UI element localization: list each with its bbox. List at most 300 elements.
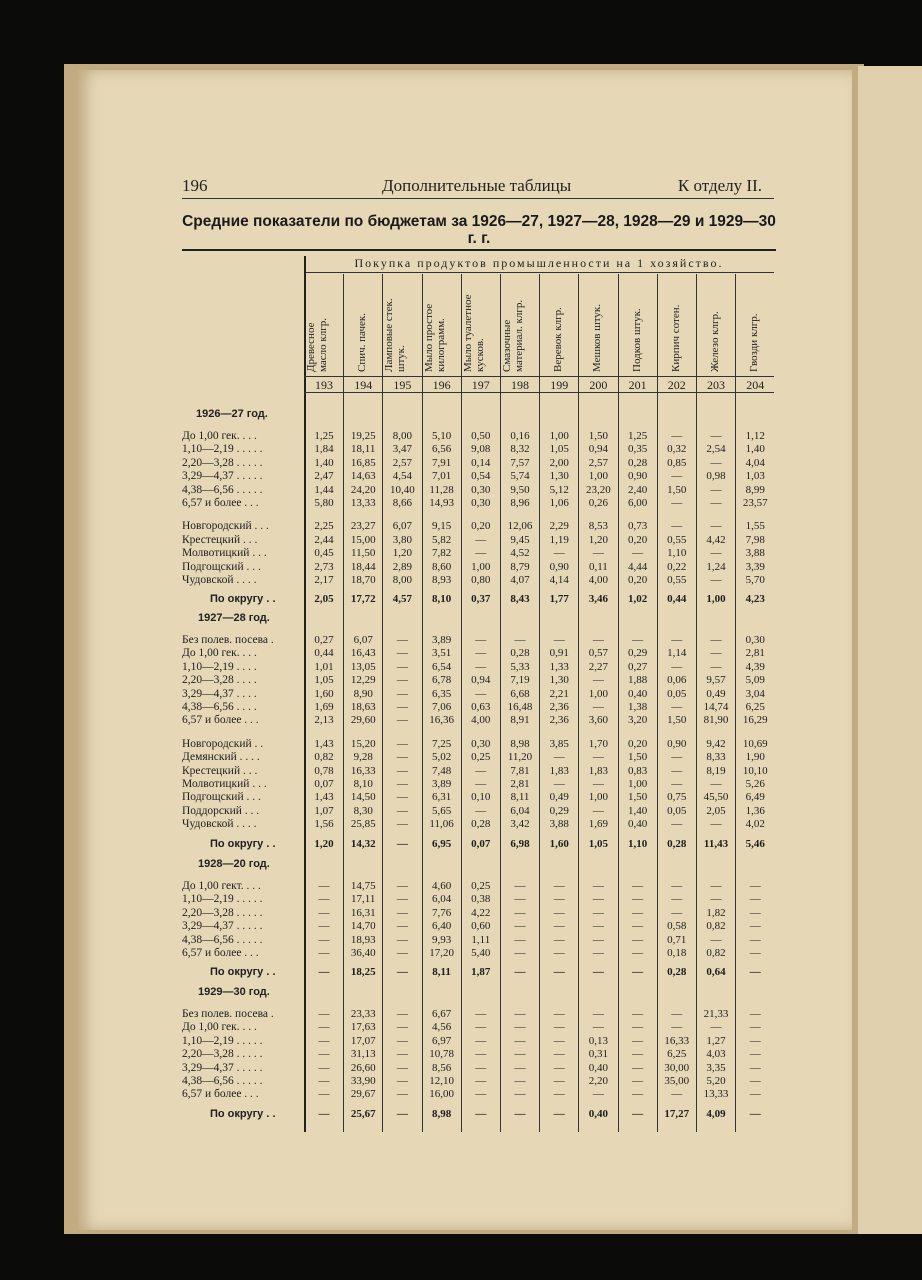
table-cell: — bbox=[396, 1061, 408, 1074]
table-cell: 0,45 bbox=[314, 547, 334, 560]
row-label: 3,29—4,37 . . . . . bbox=[182, 470, 263, 483]
table-cell: — bbox=[671, 701, 683, 713]
table-cell: — bbox=[710, 520, 722, 533]
table-cell: 17,20 bbox=[429, 947, 454, 959]
table-cell: — bbox=[318, 1008, 330, 1020]
total-cell: 17,72 bbox=[350, 593, 376, 606]
table-cell: 0,30 bbox=[745, 634, 765, 646]
table-cell: 1,43 bbox=[314, 791, 334, 804]
table-cell: 0,57 bbox=[588, 647, 609, 660]
table-cell: 4,56 bbox=[431, 1021, 452, 1034]
table-cell: — bbox=[396, 906, 408, 919]
table-cell: 0,85 bbox=[667, 456, 687, 469]
table-cell: 7,91 bbox=[431, 456, 452, 469]
column-header-label: Мешков штук. bbox=[591, 304, 604, 372]
table-cell: 4,03 bbox=[706, 1048, 726, 1061]
row-label: 1,10—2,19 . . . . . bbox=[182, 1034, 263, 1047]
total-cell: 0,40 bbox=[588, 1107, 609, 1120]
row-label: 6,57 и более . . . bbox=[182, 1088, 259, 1101]
table-cell: 6,78 bbox=[431, 674, 452, 687]
table-cell: 0,91 bbox=[549, 647, 569, 660]
table-cell: 8,90 bbox=[353, 687, 373, 700]
table-cell: — bbox=[514, 1088, 526, 1101]
table-cell: 2,00 bbox=[549, 456, 569, 469]
table-cell: 9,50 bbox=[510, 483, 530, 496]
table-cell: 8,66 bbox=[392, 497, 413, 509]
table-cell: — bbox=[632, 1034, 644, 1047]
table-cell: 12,29 bbox=[350, 674, 376, 687]
table-cell: — bbox=[671, 1021, 683, 1034]
table-cell: 0,30 bbox=[471, 497, 491, 509]
table-cell: 2,54 bbox=[706, 443, 726, 456]
table-cell: 2,29 bbox=[549, 520, 569, 533]
table-cell: 0,80 bbox=[471, 574, 491, 586]
table-cell: 1,50 bbox=[588, 430, 609, 442]
table-cell: 18,93 bbox=[350, 933, 376, 946]
table-cell: 9,93 bbox=[431, 933, 452, 946]
table-cell: 7,81 bbox=[510, 764, 530, 777]
table-cell: 0,29 bbox=[549, 804, 569, 817]
table-cell: 5,80 bbox=[314, 497, 334, 509]
table-cell: 24,20 bbox=[350, 483, 376, 496]
table-cell: — bbox=[553, 1075, 565, 1087]
table-cell: 6,97 bbox=[431, 1034, 452, 1047]
table-cell: 3,39 bbox=[745, 560, 765, 573]
table-cell: 3,89 bbox=[431, 778, 452, 790]
column-header bbox=[539, 278, 577, 374]
table-cell: 0,26 bbox=[588, 497, 609, 509]
table-cell: 0,20 bbox=[627, 737, 648, 750]
table-cell: 25,85 bbox=[350, 818, 376, 831]
table-cell: 2,17 bbox=[314, 574, 334, 586]
total-cell: 11,43 bbox=[703, 837, 729, 850]
table-cell: 8,98 bbox=[510, 737, 530, 750]
table-cell: 81,90 bbox=[703, 714, 729, 727]
table-cell: 1,88 bbox=[627, 674, 648, 687]
table-cell: 2,13 bbox=[314, 714, 334, 727]
table-cell: 0,82 bbox=[706, 920, 726, 933]
table-cell: 0,55 bbox=[667, 574, 687, 586]
table-cell: 1,83 bbox=[588, 764, 609, 777]
table-cell: 0,27 bbox=[314, 634, 334, 646]
table-cell: 1,10 bbox=[667, 547, 687, 560]
column-number: 194 bbox=[354, 378, 373, 392]
table-cell: — bbox=[592, 804, 604, 817]
table-cell: — bbox=[553, 634, 565, 646]
table-cell: 0,71 bbox=[667, 933, 687, 946]
row-label: 2,20—3,28 . . . . . bbox=[182, 906, 263, 919]
total-cell: 1,87 bbox=[471, 966, 491, 979]
table-cell: 3,60 bbox=[588, 714, 609, 727]
table-cell: — bbox=[592, 906, 604, 919]
table-cell: — bbox=[710, 647, 722, 660]
row-label: Подгощский . . . bbox=[182, 560, 261, 573]
row-label: Без полев. посева . bbox=[182, 1008, 274, 1020]
table-cell: 16,29 bbox=[742, 714, 768, 727]
table-cell: 10,78 bbox=[429, 1048, 454, 1061]
table-cell: 3,42 bbox=[510, 818, 530, 831]
table-cell: — bbox=[396, 804, 408, 817]
total-cell: — bbox=[396, 1107, 408, 1120]
column-number: 201 bbox=[628, 378, 647, 392]
table-cell: 23,27 bbox=[350, 520, 376, 533]
table-cell: — bbox=[553, 1034, 565, 1047]
table-cell: 1,50 bbox=[627, 751, 648, 764]
table-cell: 0,49 bbox=[549, 791, 569, 804]
column-number: 202 bbox=[667, 378, 686, 392]
table-cell: 9,45 bbox=[510, 533, 530, 546]
table-cell: 9,42 bbox=[706, 737, 726, 750]
total-cell: 8,98 bbox=[431, 1107, 452, 1120]
table-cell: 1,12 bbox=[745, 430, 765, 442]
column-header bbox=[696, 278, 734, 374]
table-cell: 0,11 bbox=[588, 560, 608, 573]
table-cell: 1,05 bbox=[314, 674, 334, 687]
table-cell: 11,06 bbox=[429, 818, 454, 831]
table-cell: 1,50 bbox=[627, 791, 648, 804]
column-number-rule bbox=[304, 376, 774, 377]
table-cell: 14,70 bbox=[350, 920, 376, 933]
table-cell: 35,00 bbox=[664, 1075, 690, 1087]
table-cell: 0,13 bbox=[588, 1034, 609, 1047]
table-cell: 3,20 bbox=[627, 714, 648, 727]
table-cell: 0,94 bbox=[471, 674, 491, 687]
table-cell: — bbox=[475, 1088, 487, 1101]
table-cell: 6,04 bbox=[510, 804, 530, 817]
table-cell: — bbox=[710, 778, 722, 790]
table-cell: 8,53 bbox=[588, 520, 609, 533]
total-cell: — bbox=[396, 837, 408, 850]
table-cell: 1,84 bbox=[314, 443, 334, 456]
table-cell: — bbox=[396, 1034, 408, 1047]
table-cell: 31,13 bbox=[350, 1048, 376, 1061]
table-cell: 0,30 bbox=[471, 483, 491, 496]
table-cell: 33,90 bbox=[350, 1075, 376, 1087]
table-cell: 8,91 bbox=[510, 714, 530, 727]
table-cell: — bbox=[632, 634, 644, 646]
table-cell: — bbox=[553, 751, 565, 764]
table-cell: 9,28 bbox=[353, 751, 373, 764]
table-cell: 0,98 bbox=[706, 470, 726, 483]
table-cell: 1,33 bbox=[549, 660, 569, 673]
table-cell: 1,40 bbox=[627, 804, 648, 817]
table-cell: — bbox=[514, 1048, 526, 1061]
column-number: 200 bbox=[589, 378, 608, 392]
table-cell: — bbox=[710, 547, 722, 560]
table-cell: 2,47 bbox=[314, 470, 334, 483]
total-cell: 4,23 bbox=[745, 593, 765, 606]
table-cell: — bbox=[749, 920, 761, 933]
table-cell: 8,11 bbox=[510, 791, 530, 804]
table-cell: 6,07 bbox=[392, 520, 413, 533]
total-cell: 14,32 bbox=[350, 837, 376, 850]
table-cell: — bbox=[592, 880, 604, 892]
table-cell: — bbox=[710, 933, 722, 946]
table-cell: 0,18 bbox=[667, 947, 687, 959]
table-cell: — bbox=[632, 1075, 644, 1087]
table-cell: — bbox=[710, 456, 722, 469]
table-cell: 0,10 bbox=[471, 791, 491, 804]
district-total-label: По округу . . bbox=[210, 593, 276, 606]
table-cell: 4,04 bbox=[745, 456, 765, 469]
table-cell: — bbox=[710, 1021, 722, 1034]
row-label: Молвотицкий . . . bbox=[182, 778, 267, 790]
table-cell: 0,90 bbox=[627, 470, 648, 483]
table-cell: 11,50 bbox=[351, 547, 376, 560]
table-cell: 0,75 bbox=[667, 791, 687, 804]
table-cell: — bbox=[592, 634, 604, 646]
table-cell: — bbox=[396, 1075, 408, 1087]
table-cell: 3,88 bbox=[745, 547, 765, 560]
table-cell: — bbox=[671, 497, 683, 509]
table-cell: 7,98 bbox=[745, 533, 765, 546]
table-cell: 1,14 bbox=[667, 647, 687, 660]
column-header-label: Смазочные материал. клгр. bbox=[501, 299, 525, 372]
table-cell: 6,25 bbox=[745, 701, 765, 713]
table-cell: — bbox=[553, 778, 565, 790]
table-cell: 1,00 bbox=[588, 687, 609, 700]
table-cell: 6,35 bbox=[431, 687, 452, 700]
total-cell: 5,46 bbox=[745, 837, 765, 850]
table-cell: 0,83 bbox=[627, 764, 648, 777]
table-cell: 14,63 bbox=[350, 470, 376, 483]
table-cell: — bbox=[592, 893, 604, 906]
title-rule bbox=[182, 249, 776, 251]
table-cell: 1,25 bbox=[314, 430, 334, 442]
table-cell: 2,05 bbox=[706, 804, 726, 817]
table-cell: 16,31 bbox=[350, 906, 376, 919]
table-cell: 1,00 bbox=[588, 470, 609, 483]
table-cell: — bbox=[514, 893, 526, 906]
table-cell: 7,01 bbox=[431, 470, 452, 483]
table-cell: 17,11 bbox=[351, 893, 376, 906]
total-cell: — bbox=[749, 966, 761, 979]
table-cell: — bbox=[396, 701, 408, 713]
table-cell: 10,10 bbox=[742, 764, 768, 777]
table-cell: — bbox=[592, 701, 604, 713]
section-title: 1929—30 год. bbox=[198, 986, 270, 998]
table-cell: 5,12 bbox=[549, 483, 569, 496]
table-cell: 1,03 bbox=[745, 470, 765, 483]
table-cell: — bbox=[553, 906, 565, 919]
header-title: Дополнительные таблицы bbox=[382, 176, 572, 195]
total-cell: 0,28 bbox=[667, 837, 687, 850]
table-cell: 8,56 bbox=[431, 1061, 452, 1074]
table-cell: 5,02 bbox=[431, 751, 452, 764]
header-section: К отделу II. bbox=[677, 176, 762, 195]
table-cell: — bbox=[553, 880, 565, 892]
table-cell: — bbox=[749, 906, 761, 919]
table-cell: 1,27 bbox=[706, 1034, 726, 1047]
table-cell: 7,82 bbox=[431, 547, 452, 560]
table-cell: — bbox=[671, 764, 683, 777]
table-cell: 26,60 bbox=[350, 1061, 376, 1074]
table-cell: 9,15 bbox=[431, 520, 452, 533]
table-cell: — bbox=[710, 574, 722, 586]
total-cell: 1,02 bbox=[627, 593, 648, 606]
table-cell: 7,25 bbox=[431, 737, 452, 750]
page-number: 196 bbox=[182, 176, 208, 195]
table-cell: 4,07 bbox=[510, 574, 530, 586]
district-total-label: По округу . . bbox=[210, 966, 276, 979]
table-cell: 1,69 bbox=[314, 701, 334, 713]
table-cell: — bbox=[475, 804, 487, 817]
table-cell: 18,44 bbox=[350, 560, 376, 573]
table-cell: — bbox=[592, 1008, 604, 1020]
column-number: 195 bbox=[393, 378, 412, 392]
district-total-label: По округу . . bbox=[210, 1107, 276, 1120]
row-label: 3,29—4,37 . . . . . bbox=[182, 1061, 263, 1074]
table-cell: 36,40 bbox=[350, 947, 376, 959]
table-cell: — bbox=[318, 933, 330, 946]
table-cell: — bbox=[592, 1021, 604, 1034]
table-cell: 4,52 bbox=[510, 547, 530, 560]
running-header bbox=[182, 176, 772, 198]
table-cell: 16,00 bbox=[429, 1088, 454, 1101]
table-cell: — bbox=[396, 920, 408, 933]
total-cell: 8,10 bbox=[431, 593, 452, 606]
table-cell: 1,25 bbox=[627, 430, 648, 442]
total-cell: 1,10 bbox=[627, 837, 648, 850]
table-cell: 0,22 bbox=[667, 560, 687, 573]
table-cell: — bbox=[396, 687, 408, 700]
table-cell: 9,08 bbox=[471, 443, 491, 456]
total-cell: 8,43 bbox=[510, 593, 530, 606]
table-cell: 0,14 bbox=[471, 456, 491, 469]
table-cell: — bbox=[710, 818, 722, 831]
table-cell: 1,24 bbox=[706, 560, 726, 573]
table-cell: 4,39 bbox=[745, 660, 765, 673]
total-cell: 1,05 bbox=[588, 837, 609, 850]
table-cell: — bbox=[553, 920, 565, 933]
column-header bbox=[343, 278, 381, 374]
table-cell: 21,33 bbox=[703, 1008, 729, 1020]
table-cell: 7,76 bbox=[431, 906, 452, 919]
table-cell: 0,20 bbox=[471, 520, 491, 533]
table-cell: — bbox=[632, 1021, 644, 1034]
column-header bbox=[382, 278, 420, 374]
table-cell: 0,35 bbox=[627, 443, 648, 456]
table-cell: 0,50 bbox=[471, 430, 491, 442]
table-cell: 0,28 bbox=[471, 818, 491, 831]
table-cell: 1,44 bbox=[314, 483, 334, 496]
table-cell: — bbox=[475, 778, 487, 790]
column-header bbox=[304, 278, 342, 374]
table-cell: 17,07 bbox=[350, 1034, 376, 1047]
table-cell: 1,40 bbox=[314, 456, 334, 469]
column-header bbox=[578, 278, 616, 374]
table-cell: 0,25 bbox=[471, 751, 491, 764]
table-cell: — bbox=[318, 1048, 330, 1061]
table-cell: 1,55 bbox=[745, 520, 765, 533]
total-cell: 25,67 bbox=[350, 1107, 376, 1120]
table-cell: 4,00 bbox=[588, 574, 609, 586]
table-cell: — bbox=[553, 1088, 565, 1101]
table-cell: 16,36 bbox=[429, 714, 454, 727]
table-cell: — bbox=[475, 687, 487, 700]
table-cell: — bbox=[396, 933, 408, 946]
table-cell: 1,43 bbox=[314, 737, 334, 750]
row-label: Подгощский . . . bbox=[182, 791, 261, 804]
row-label: Молвотицкий . . . bbox=[182, 547, 267, 560]
table-cell: 3,85 bbox=[549, 737, 569, 750]
table-cell: 3,04 bbox=[745, 687, 765, 700]
total-cell: 6,98 bbox=[510, 837, 530, 850]
table-cell: 18,70 bbox=[350, 574, 376, 586]
total-cell: — bbox=[632, 966, 644, 979]
table-cell: — bbox=[396, 778, 408, 790]
table-cell: — bbox=[475, 634, 487, 646]
table-cell: 8,96 bbox=[510, 497, 530, 509]
column-header-label: Веревок клгр. bbox=[552, 307, 565, 372]
table-cell: — bbox=[632, 906, 644, 919]
total-cell: 4,57 bbox=[392, 593, 413, 606]
row-label: Без полев. посева . bbox=[182, 634, 274, 646]
table-cell: — bbox=[475, 533, 487, 546]
row-label: До 1,00 гект. . . . bbox=[182, 880, 261, 892]
column-header bbox=[422, 278, 460, 374]
table-cell: — bbox=[632, 1088, 644, 1101]
table-cell: — bbox=[514, 634, 526, 646]
table-cell: 6,56 bbox=[431, 443, 452, 456]
column-header-label: Подков штук. bbox=[630, 308, 643, 372]
table-cell: 1,00 bbox=[471, 560, 491, 573]
table-cell: 5,10 bbox=[431, 430, 452, 442]
column-header bbox=[735, 278, 773, 374]
table-cell: 6,31 bbox=[431, 791, 452, 804]
table-cell: — bbox=[632, 947, 644, 959]
column-header bbox=[500, 278, 538, 374]
table-cell: 5,82 bbox=[431, 533, 452, 546]
table-cell: — bbox=[396, 1008, 408, 1020]
table-cell: 2,25 bbox=[314, 520, 334, 533]
table-cell: 18,11 bbox=[351, 443, 376, 456]
table-cell: — bbox=[632, 547, 644, 560]
row-label: Поддорский . . . bbox=[182, 804, 260, 817]
table-cell: — bbox=[632, 893, 644, 906]
section-title: 1928—20 год. bbox=[198, 858, 270, 870]
row-label: 1,10—2,19 . . . . . bbox=[182, 893, 263, 906]
row-label: 6,57 и более . . . bbox=[182, 497, 259, 509]
column-number: 204 bbox=[746, 378, 765, 392]
table-cell: 5,70 bbox=[745, 574, 765, 586]
table-cell: 1,07 bbox=[314, 804, 334, 817]
column-header-label: Ламповые стек. штук. bbox=[383, 298, 408, 372]
table-cell: 12,06 bbox=[507, 520, 533, 533]
table-cell: 10,69 bbox=[742, 737, 768, 750]
row-label: До 1,00 гек. . . . bbox=[182, 430, 257, 442]
table-cell: — bbox=[318, 920, 330, 933]
table-cell: 5,09 bbox=[745, 674, 765, 687]
total-cell: 2,05 bbox=[314, 593, 334, 606]
header-rule bbox=[182, 198, 774, 199]
row-label: Новгородский . . bbox=[182, 737, 264, 750]
table-cell: 0,90 bbox=[549, 560, 569, 573]
table-cell: — bbox=[318, 1061, 330, 1074]
table-cell: 4,42 bbox=[706, 533, 726, 546]
table-cell: — bbox=[475, 1075, 487, 1087]
row-label: До 1,00 гек. . . . bbox=[182, 647, 257, 660]
row-label: Крестецкий . . . bbox=[182, 764, 258, 777]
table-cell: 30,00 bbox=[664, 1061, 690, 1074]
table-cell: 4,00 bbox=[471, 714, 491, 727]
table-cell: 0,90 bbox=[667, 737, 687, 750]
table-cell: — bbox=[396, 647, 408, 660]
table-cell: 6,07 bbox=[353, 634, 373, 646]
table-cell: — bbox=[749, 893, 761, 906]
table-cell: — bbox=[671, 778, 683, 790]
section-title: 1927—28 год. bbox=[198, 612, 270, 624]
